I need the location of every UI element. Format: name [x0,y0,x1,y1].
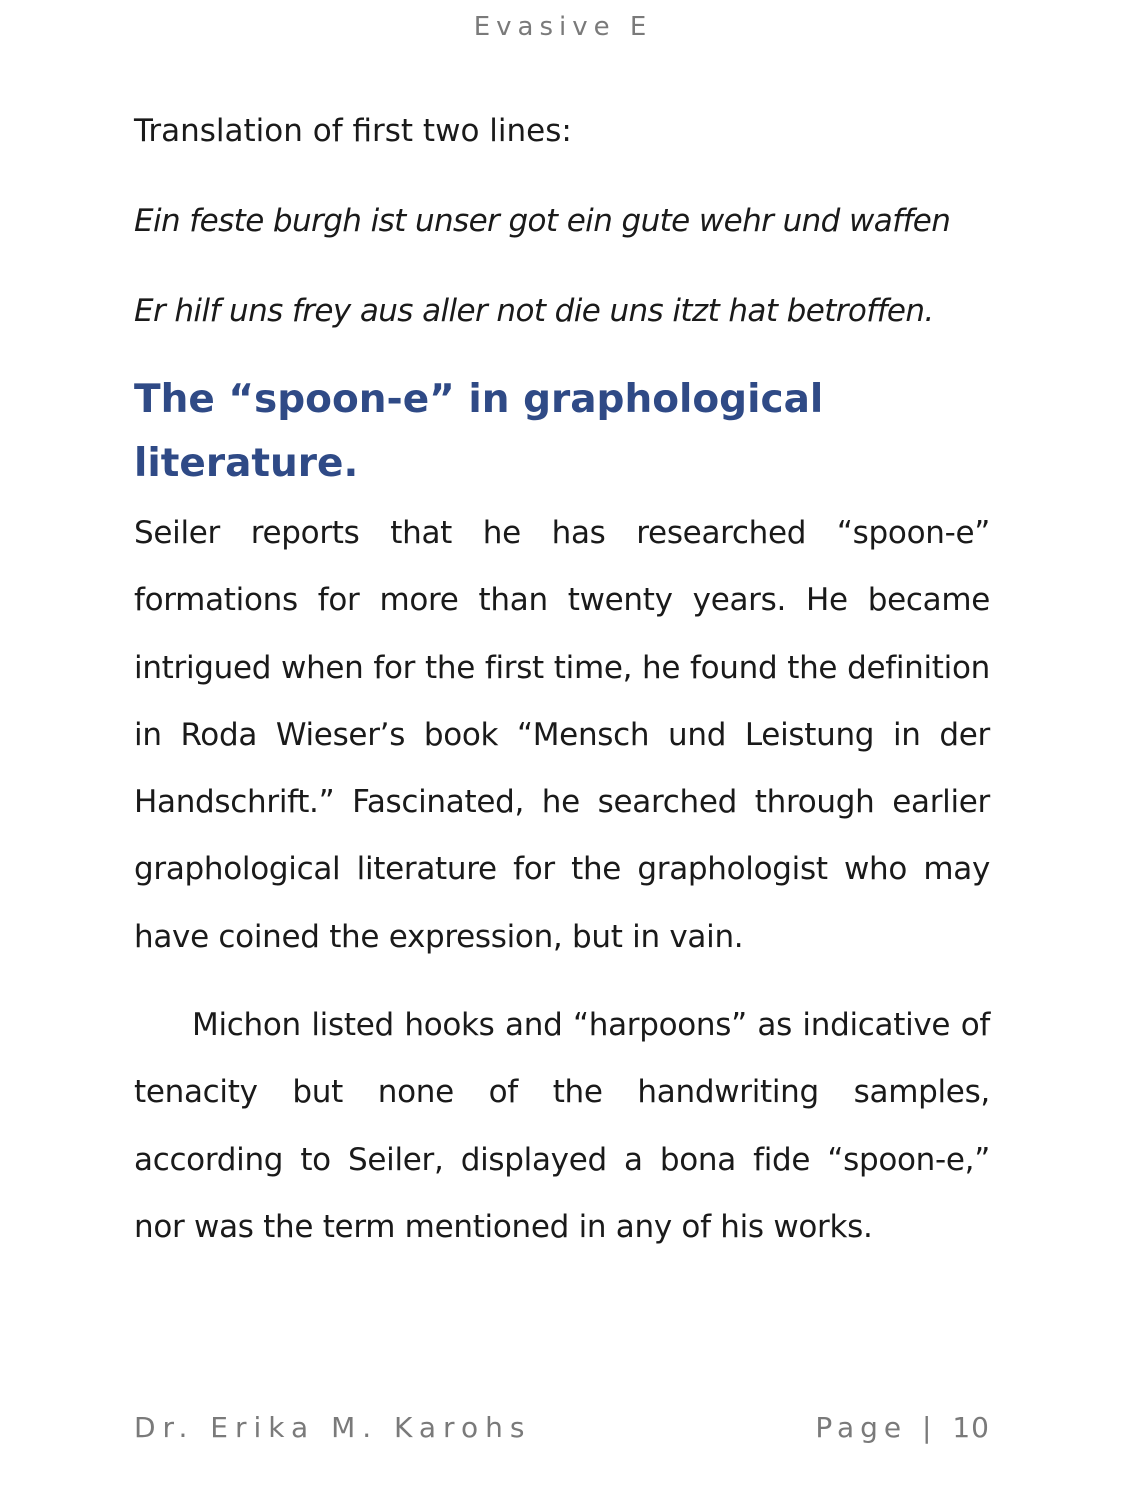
translation-intro: Translation of first two lines: [134,113,572,149]
section-heading: The “spoon-e” in graphological literature. [134,377,824,486]
verse-line-1: Ein feste burgh ist unser got ein gute wehr und waffen [134,203,951,239]
verse-line-2: Er hilf uns frey aus aller not die uns itzt hat betroffen. [134,293,934,329]
running-header: Evasive E [473,12,653,42]
body-paragraph-2: Michon listed hooks and “harpoons” as indicative of tenacity but none of the handwriting samples, according to Seiler, displayed a bona fide “spoon-e,” nor was the term mentioned in any of his works. [134,1007,990,1245]
page-content [134,108,990,1261]
footer-page-number: 10 [952,1411,990,1444]
footer-page-indicator [815,1411,990,1444]
body-paragraph-1: Seiler reports that he has researched “spoon-e” formations for more than twenty years. He became intrigued when for the first time, he found the definition in Roda Wieser’s book “Mensch und Leistung in der Handschrift.” Fascinated, he searched through earlier graphological literature for the graphologist who may have coined the expression, but in vain. [134,515,990,955]
footer-author: Dr. Erika M. Karohs [134,1411,532,1444]
footer-page-label: Page | [815,1411,938,1444]
